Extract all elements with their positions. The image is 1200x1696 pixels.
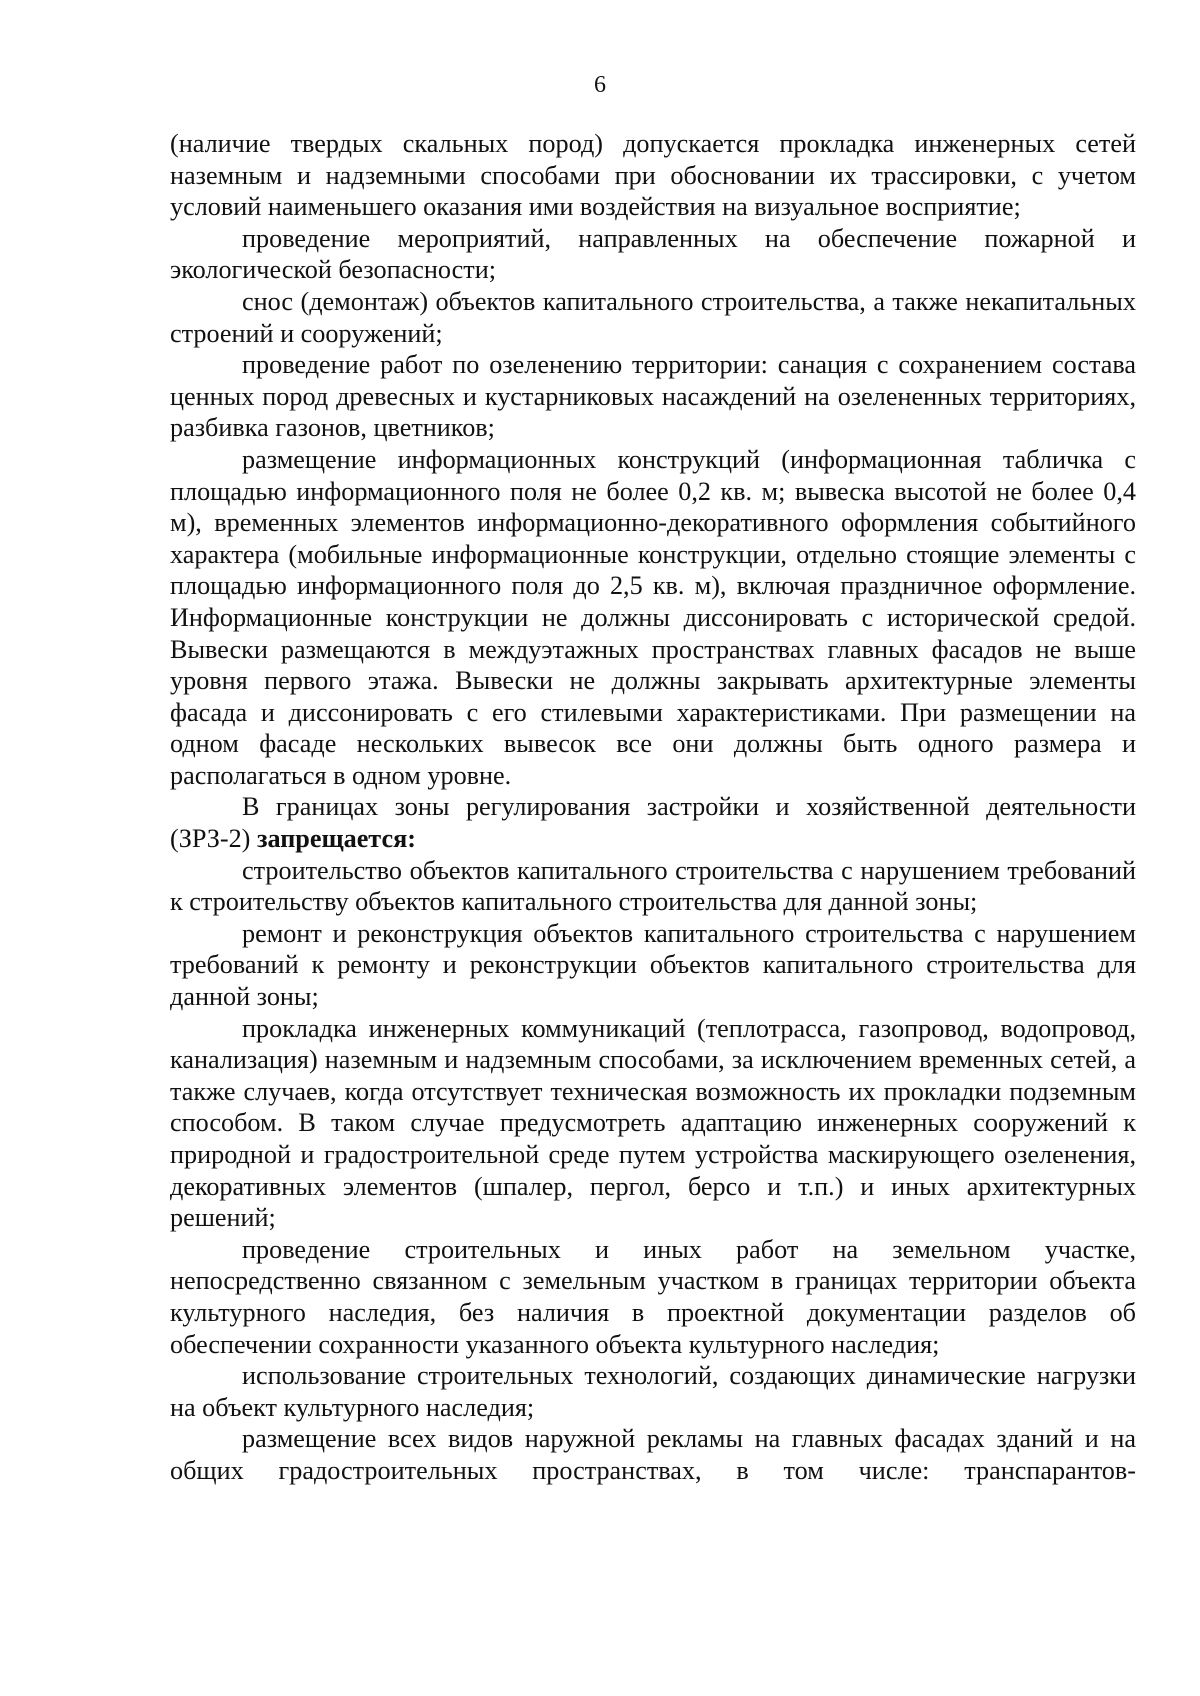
paragraph-continuation: (наличие твердых скальных пород) допускается прокладка инженерных сетей наземным и надземными способами при обосновании их трассировки, с учетом условий наименьшего оказания ими воздействия на визуальное восприятие; — [170, 129, 1136, 222]
paragraph-fire-safety: проведение мероприятий, направленных на обеспечение пожарной и экологической безопасности; — [170, 223, 1136, 285]
paragraph-information-structures: размещение информационных конструкций (информационная табличка с площадью информационного поля не более 0,2 кв. м; вывеска высотой не более 0,4 м), временных элементов информационно-декоративного оформления событийного характера (мобильные информационные конструкции, отдельно стоящие элементы с площадью информационного поля до 2,5 кв. м), включая праздничное оформление. Информационные конструкции не должны диссонировать с исторической средой. Вывески размещаются в междуэтажных пространствах главных фасадов не выше уровня первого этажа. Вывески не должны закрывать архитектурные элементы фасада и диссонировать с его стилевыми характеристиками. При размещении на одном фасаде нескольких вывесок все они должны быть одного размера и располагаться в одном уровне. — [170, 444, 1136, 790]
prohibition-repair: ремонт и реконструкция объектов капитального строительства с нарушением требований к ремонту и реконструкции объектов капитального строительства для данной зоны; — [170, 918, 1136, 1012]
prohibition-advertising: размещение всех видов наружной рекламы на главных фасадах зданий и на общих градостроительных пространствах, в том числе: транспарантов- — [170, 1424, 1136, 1485]
prohibition-dynamic-loads: использование строительных технологий, создающих динамические нагрузки на объект культурного наследия; — [170, 1361, 1136, 1422]
paragraph-landscaping: проведение работ по озеленению территории: санация с сохранением состава ценных пород древесных и кустарниковых насаждений на озелененных территориях, разбивка газонов, цветников; — [170, 350, 1136, 443]
zone-heading — [170, 791, 1136, 854]
zone-heading-emphasis: запрещается: — [256, 824, 417, 854]
prohibition-utilities: прокладка инженерных коммуникаций (теплотрасса, газопровод, водопровод, канализация) наземным и надземным способами, за исключением временных сетей, а также случаев, когда отсутствует техническая возможность их прокладки подземным способом. В таком случае предусмотреть адаптацию инженерных сооружений к природной и градостроительной среде путем устройства маскирующего озеленения, декоративных элементов (шпалер, пергол, берсо и т.п.) и иных архитектурных решений; — [170, 1013, 1136, 1233]
prohibition-construction: строительство объектов капитального строительства с нарушением требований к строительству объектов капитального строительства для данной зоны; — [170, 855, 1136, 917]
prohibition-adjacent-works: проведение строительных и иных работ на земельном участке, непосредственно связанном с земельным участком в границах территории объекта культурного наследия, без наличия в проектной документации разделов об обеспечении сохранности указанного объекта культурного наследия; — [170, 1234, 1136, 1359]
document-body — [170, 128, 1136, 1487]
zone-heading-text: В границах зоны регулирования застройки и хозяйственной деятельности (ЗРЗ-2) — [170, 792, 1136, 854]
paragraph-demolition: снос (демонтаж) объектов капитального строительства, а также некапитальных строений и сооружений; — [170, 286, 1136, 348]
page-number: 6 — [594, 72, 606, 98]
